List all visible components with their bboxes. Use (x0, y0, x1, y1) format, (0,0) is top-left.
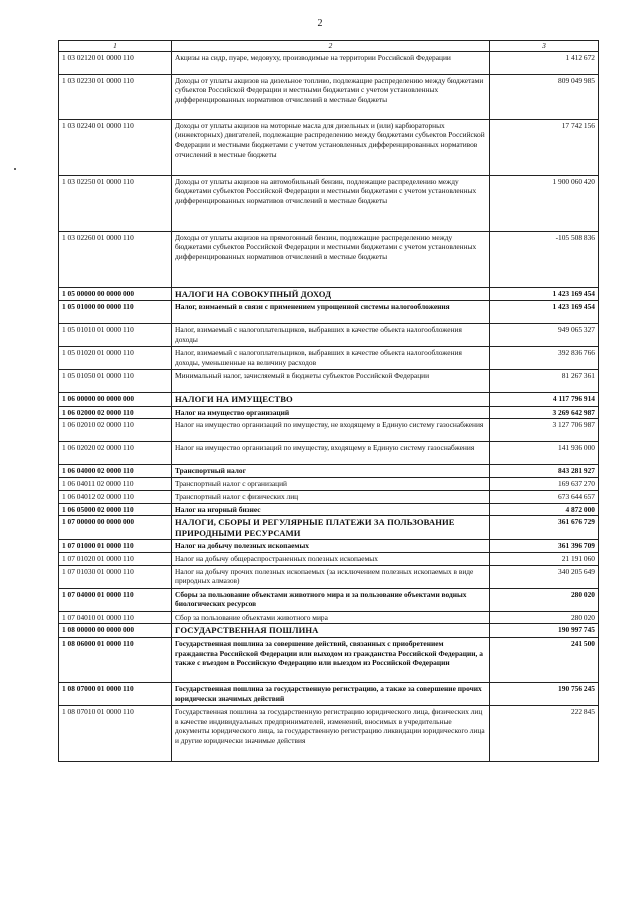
row-amount: 280 020 (490, 611, 599, 624)
row-amount: 361 676 729 (490, 516, 599, 540)
row-amount: 169 637 270 (490, 478, 599, 491)
row-name: Государственная пошлина за совершение действий, связанных с приобретением гражданства Российской Федерации или выходом из гражданства Российской Федерации, а также с въездом в Российскую Федерацию или выездом из Российской Федерации (172, 637, 490, 682)
table-row (59, 540, 599, 553)
row-code: 1 06 04011 02 0000 110 (59, 478, 172, 491)
row-name: Минимальный налог, зачисляемый в бюджеты субъектов Российской Федерации (172, 370, 490, 393)
row-name: Налог, взимаемый в связи с применением упрощенной системы налогообложения (172, 301, 490, 324)
row-code: 1 07 01030 01 0000 110 (59, 565, 172, 588)
row-code: 1 07 04010 01 0000 110 (59, 611, 172, 624)
row-code: 1 06 02010 02 0000 110 (59, 419, 172, 442)
row-name: Транспортный налог (172, 465, 490, 478)
header-col-2: 2 (172, 41, 490, 52)
row-code: 1 07 01020 01 0000 110 (59, 552, 172, 565)
row-code: 1 06 04000 02 0000 110 (59, 465, 172, 478)
row-code: 1 06 04012 02 0000 110 (59, 490, 172, 503)
row-amount: 3 269 642 987 (490, 406, 599, 419)
row-amount: 673 644 657 (490, 490, 599, 503)
row-amount: 949 065 327 (490, 324, 599, 347)
row-name: Транспортный налог с организаций (172, 478, 490, 491)
table-row (59, 419, 599, 442)
row-amount: 340 205 649 (490, 565, 599, 588)
row-code: 1 05 01000 00 0000 110 (59, 301, 172, 324)
row-name: Налог на добычу полезных ископаемых (172, 540, 490, 553)
row-name: Налог, взимаемый с налогоплательщиков, выбравших в качестве объекта налогообложения доходы (172, 324, 490, 347)
row-name: Налог на имущество организаций по имуществу, не входящему в Единую систему газоснабжения (172, 419, 490, 442)
row-amount: -105 508 836 (490, 231, 599, 287)
table-row (59, 682, 599, 705)
row-name: Налог на добычу прочих полезных ископаемых (за исключением полезных ископаемых в виде природных алмазов) (172, 565, 490, 588)
row-name: Налог на имущество организаций по имуществу, входящему в Единую систему газоснабжения (172, 442, 490, 465)
table-body (59, 51, 599, 761)
row-amount: 1 900 060 420 (490, 175, 599, 231)
row-code: 1 06 02000 02 0000 110 (59, 406, 172, 419)
row-code: 1 05 00000 00 0000 000 (59, 287, 172, 301)
row-amount: 141 936 000 (490, 442, 599, 465)
table-row (59, 624, 599, 638)
row-amount: 17 742 156 (490, 119, 599, 175)
row-code: 1 05 01020 01 0000 110 (59, 347, 172, 370)
row-code: 1 03 02240 01 0000 110 (59, 119, 172, 175)
table-row (59, 287, 599, 301)
row-amount: 3 127 706 987 (490, 419, 599, 442)
table-header-row (59, 41, 599, 52)
row-name: Доходы от уплаты акцизов на дизельное топливо, подлежащие распределению между бюджетами субъектов Российской Федерации и местными бюджетами с учетом установленных дифференцированных нормативов отчислений в местные бюджеты (172, 74, 490, 119)
table-row (59, 175, 599, 231)
row-name: Государственная пошлина за государственную регистрацию, а также за совершение прочих юридически значимых действий (172, 682, 490, 705)
row-code: 1 05 01010 01 0000 110 (59, 324, 172, 347)
table-row (59, 393, 599, 407)
row-code: 1 05 01050 01 0000 110 (59, 370, 172, 393)
row-amount: 1 423 169 454 (490, 301, 599, 324)
table-row (59, 611, 599, 624)
row-name: Доходы от уплаты акцизов на прямогонный бензин, подлежащие распределению между бюджетами субъектов Российской Федерации и местными бюджетами с учетом установленных дифференцированных нормативов отчислений в местные бюджеты (172, 231, 490, 287)
scan-speck (14, 168, 16, 170)
row-code: 1 08 00000 00 0000 000 (59, 624, 172, 638)
row-name: НАЛОГИ НА ИМУЩЕСТВО (172, 393, 490, 407)
revenue-table (58, 40, 599, 762)
row-amount: 843 281 927 (490, 465, 599, 478)
table-row (59, 490, 599, 503)
row-name: Транспортный налог с физических лиц (172, 490, 490, 503)
row-name: Налог на имущество организаций (172, 406, 490, 419)
table-row (59, 637, 599, 682)
table-row (59, 565, 599, 588)
row-amount: 361 396 709 (490, 540, 599, 553)
row-code: 1 03 02260 01 0000 110 (59, 231, 172, 287)
row-name: Сборы за пользование объектами животного мира и за пользование объектами водных биологических ресурсов (172, 588, 490, 611)
row-name: Налог на добычу общераспространенных полезных ископаемых (172, 552, 490, 565)
table-row (59, 516, 599, 540)
row-amount: 392 836 766 (490, 347, 599, 370)
row-name: Налог, взимаемый с налогоплательщиков, выбравших в качестве объекта налогообложения доходы, уменьшенные на величину расходов (172, 347, 490, 370)
row-amount: 241 500 (490, 637, 599, 682)
table-row (59, 74, 599, 119)
row-code: 1 06 02020 02 0000 110 (59, 442, 172, 465)
page-number: 2 (317, 18, 323, 29)
row-code: 1 03 02120 01 0000 110 (59, 51, 172, 74)
row-name: Акцизы на сидр, пуаре, медовуху, производимые на территории Российской Федерации (172, 51, 490, 74)
row-code: 1 03 02250 01 0000 110 (59, 175, 172, 231)
table-row (59, 301, 599, 324)
row-name: Доходы от уплаты акцизов на моторные масла для дизельных и (или) карбюраторных (инжекторных) двигателей, подлежащие распределению между бюджетами субъектов Российской Федерации и местными бюджетами с учетом установленных дифференцированных нормативов отчислений в местные бюджеты (172, 119, 490, 175)
row-name: Сбор за пользование объектами животного мира (172, 611, 490, 624)
table-row (59, 478, 599, 491)
row-code: 1 08 07000 01 0000 110 (59, 682, 172, 705)
row-amount: 809 049 985 (490, 74, 599, 119)
table-row (59, 51, 599, 74)
table-row (59, 442, 599, 465)
table-row (59, 370, 599, 393)
table-row (59, 705, 599, 761)
row-code: 1 06 05000 02 0000 110 (59, 503, 172, 516)
row-code: 1 08 07010 01 0000 110 (59, 705, 172, 761)
row-amount: 21 191 060 (490, 552, 599, 565)
row-code: 1 08 06000 01 0000 110 (59, 637, 172, 682)
row-amount: 222 845 (490, 705, 599, 761)
row-code: 1 07 00000 00 0000 000 (59, 516, 172, 540)
row-amount: 81 267 361 (490, 370, 599, 393)
table-row (59, 503, 599, 516)
row-amount: 280 020 (490, 588, 599, 611)
row-name: ГОСУДАРСТВЕННАЯ ПОШЛИНА (172, 624, 490, 638)
row-amount: 1 412 672 (490, 51, 599, 74)
table-row (59, 119, 599, 175)
row-code: 1 07 01000 01 0000 110 (59, 540, 172, 553)
table-row (59, 324, 599, 347)
row-amount: 4 117 796 914 (490, 393, 599, 407)
row-name: НАЛОГИ, СБОРЫ И РЕГУЛЯРНЫЕ ПЛАТЕЖИ ЗА ПОЛЬЗОВАНИЕ ПРИРОДНЫМИ РЕСУРСАМИ (172, 516, 490, 540)
row-code: 1 07 04000 01 0000 110 (59, 588, 172, 611)
row-amount: 190 756 245 (490, 682, 599, 705)
header-col-1: 1 (59, 41, 172, 52)
table-row (59, 465, 599, 478)
row-amount: 4 872 000 (490, 503, 599, 516)
table-row (59, 406, 599, 419)
table-row (59, 347, 599, 370)
header-col-3: 3 (490, 41, 599, 52)
row-amount: 1 423 169 454 (490, 287, 599, 301)
table-row (59, 231, 599, 287)
row-name: Налог на игорный бизнес (172, 503, 490, 516)
row-name: Государственная пошлина за государственную регистрацию юридического лица, физических лиц в качестве индивидуальных предпринимателей, изменений, вносимых в учредительные документы юридического лица, за государственную регистрацию ликвидации юридического лица и другие юридически значимые действия (172, 705, 490, 761)
row-amount: 190 997 745 (490, 624, 599, 638)
row-name: Доходы от уплаты акцизов на автомобильный бензин, подлежащие распределению между бюджетами субъектов Российской Федерации и местными бюджетами с учетом установленных дифференцированных нормативов отчислений в местные бюджеты (172, 175, 490, 231)
table-row (59, 552, 599, 565)
row-code: 1 06 00000 00 0000 000 (59, 393, 172, 407)
row-name: НАЛОГИ НА СОВОКУПНЫЙ ДОХОД (172, 287, 490, 301)
table-row (59, 588, 599, 611)
row-code: 1 03 02230 01 0000 110 (59, 74, 172, 119)
